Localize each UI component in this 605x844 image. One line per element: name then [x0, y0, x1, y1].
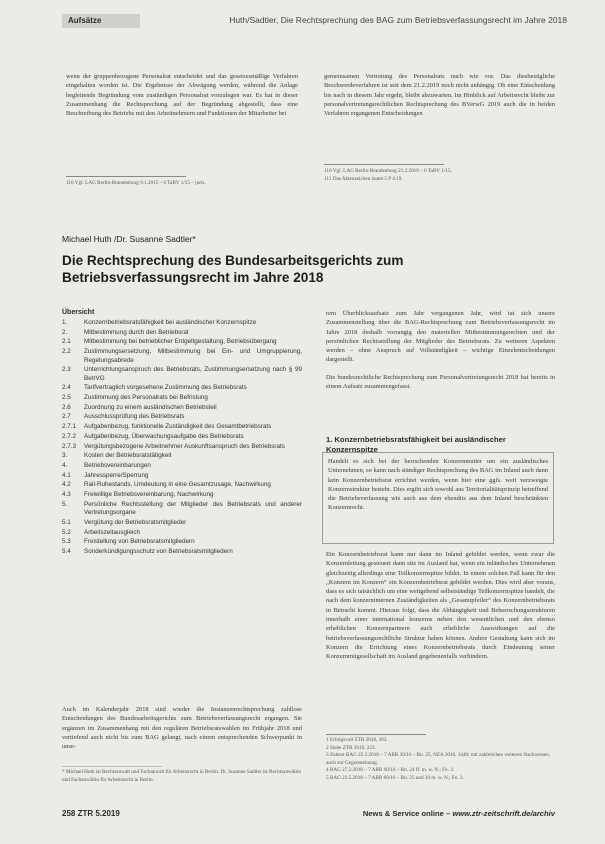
toc-item-text: Kosten der Betriebsratstätigkeit	[84, 452, 172, 460]
toc-item-text: Aufgabenbezug, funktionelle Zuständigkeit des Gesamtbetriebsrats	[84, 423, 272, 431]
intro-paragraph	[62, 705, 302, 751]
toc-item-number: 2.2	[62, 348, 71, 356]
toc-item	[62, 481, 302, 489]
toc-item	[62, 384, 302, 392]
toc-item-text: Rail-Ruhestands, Umdeutung in eine Gesamtzusage, Nachwirkung	[84, 481, 271, 489]
toc-item-number: 5.	[62, 500, 68, 508]
toc-item	[62, 319, 302, 327]
footnote: 1 Erfolgsvoll ZTR 2018, 303.	[326, 737, 388, 743]
table-of-contents	[62, 309, 302, 558]
page-header	[62, 12, 567, 30]
footnote-separator	[324, 164, 444, 165]
toc-item-number: 2.1	[62, 338, 71, 346]
toc-item	[62, 404, 302, 412]
toc-item-number: 4.2	[62, 481, 71, 489]
toc-item-text: Mitbestimmung durch den Betriebsrat	[84, 328, 189, 336]
toc-item-number: 2.	[62, 328, 68, 336]
toc-item-number: 2.5	[62, 394, 71, 402]
toc-item	[62, 329, 302, 337]
toc-item-text: Tarifvertraglich vorgesehene Zustimmung des Betriebsrats	[84, 384, 247, 392]
archive-url[interactable]: www.ztr-zeitschrift.de/archiv	[452, 809, 555, 818]
toc-item-number: 5.2	[62, 528, 71, 536]
toc-item-text: Vergütung der Betriebsratsmitglieder	[84, 518, 187, 526]
intro-text: Auch im Kalenderjahr 2018 sind wieder die Instanzenrechtsprechung zahllose Entscheidungen des Bundesarbeitsgerichts zum Betriebsverfassungsrecht ergangen. Sie ergänzen im Zusammenhang mit den regulären Betriebsratswahlen im Frühjahr 2018 und vertiefend auch nicht bis zum BAG gelangt, nach einem entsprechenden Schwerpunkt in unse-	[62, 706, 302, 751]
footnote: 4 BAG 27.2.2018 – 7 ABR 60/16 – Rn. 24 ff. m. w. N.; Fn. 3.	[326, 767, 455, 773]
toc-item-number: 4.1	[62, 471, 71, 479]
toc-item-number: 4.3	[62, 491, 71, 499]
footnote: 110 Vgl. LAG Berlin-Brandenburg 21.2.2019 – 6 TaBV 1/15.	[324, 168, 452, 174]
toc-item-number: 2.7.3	[62, 442, 77, 450]
page-footer	[62, 809, 555, 823]
section-paragraph: Ein Konzernbetriebsrat kann nur dann im Inland gebildet werden, wenn zwar die Konzernleitung gesteuert dann sitz im Ausland hat, wenn ein inländisches Unternehmen gleichzeitig allerdings eine Teilkonzernspitze bildet. In einem solchen Fall kann für den „Konzern im Konzern“ ein Konzernbetriebsrat gebildet werden. Dies wird aber voraus, dass es sich tatsächlich um eine weitgehend selbstständige Teilkonzernspitze handelt, die nach dem konzerninternen Zuständigkeiten als „Gesamtpfeiler“ des Konzernbetriebsrats in Betracht kommt. Hieraus folgt, dass die Abhängigkeit und Beherrschungsstrukturen innerhalb einer international konzerns neben den wesentlichen und den ebenso erheblichen Konzernpartnern auch erhebliche Auswirkungen auf die betriebsverfassungsrechtliche Struktur haben können. Andere Gestaltung kann sich im Konzern die Errichtung eines Konzernbetriebsrats durch Eindeutung seiner Konzernmitgesellschaft im Ausland gegebenenfalls verhindern.	[326, 551, 555, 661]
toc-item-number: 3.	[62, 452, 68, 460]
toc-item-text: Konzernbetriebsratsfähigkeit bei ausländischer Konzernspitze	[84, 319, 257, 326]
article-title: Die Rechtsprechung des Bundesarbeitsgerichts zum Betriebsverfassungsrecht im Jahre 2018	[62, 253, 404, 285]
toc-item-text: Freiwillige Betriebsvereinbarung, Nachwirkung	[84, 491, 214, 499]
toc-item	[62, 519, 302, 527]
toc-item-number: 4.	[62, 461, 68, 469]
toc-item-text: Arbeitszeitausgleich	[84, 528, 141, 536]
toc-item-number: 1.	[62, 319, 68, 326]
toc-list	[62, 319, 302, 556]
toc-item-text: Mitbestimmung bei betrieblicher Entgeltgestaltung, Betriebsübergang	[84, 338, 277, 346]
toc-item-number: 2.3	[62, 366, 71, 374]
running-title: Huth/Sadtler, Die Rechtsprechung des BAG zum Betriebsverfassungsrecht im Jahre 2018	[229, 15, 567, 25]
right-footnotes	[326, 737, 555, 782]
toc-heading: Übersicht	[62, 309, 95, 316]
toc-item	[62, 338, 302, 346]
author-note-separator	[62, 766, 162, 767]
section-body	[326, 550, 555, 662]
toc-item	[62, 491, 302, 499]
summary-text: Handelt es sich bei der herrschenden Konzernmutter um ein ausländisches Unternehmen, so kann nach ständiger Rechtsprechung des BAG im Inland auch dann kein Konzernbetriebsrat errichtet werden, wenn hier eine ggfs. weit verzweigte Konzernstruktur besteht. Dies ergibt sich sowohl aus Territorialitätsprinzip betreffend die Betriebsverfassung wie auch aus dem ebendiis aus dem Inland beschränkten Konzernrecht.	[328, 458, 548, 512]
toc-item-number: 5.4	[62, 547, 71, 555]
toc-item	[62, 548, 302, 556]
summary-box	[322, 452, 554, 544]
toc-item-number: 2.7	[62, 413, 71, 421]
toc-item-text: Aufgabenbezug, Überwachungsaufgabe des Betriebsrats	[84, 432, 244, 440]
right-intro-column	[326, 309, 555, 391]
top-left-footnote: 110 Vgl. LAG Berlin-Brandenburg 9.1.2015 – 6 TaBV 1/15 – juris.	[66, 180, 206, 186]
toc-item-text: Unterrichtungsanspruch des Betriebsrats, Zustimmungsersetzung nach § 99 BetrVG	[84, 366, 302, 382]
toc-item	[62, 443, 302, 451]
toc-item-number: 2.7.1	[62, 423, 77, 431]
toc-item-text: Ausschlussprüfung des Betriebsrats	[84, 413, 185, 421]
top-left-column	[66, 72, 298, 118]
right-intro-paragraph-2: Die bundesrechtliche Rechtsprechung zum Personalvertretungsrecht 2018 hat bereits in einem Aufsatz zusammengefasst.	[326, 373, 555, 391]
toc-item-text: Zuordnung zu einem ausländischen Betriebsteil	[84, 403, 217, 411]
toc-item-number: 2.6	[62, 403, 71, 411]
toc-item-number: 5.1	[62, 518, 71, 526]
article-authors: Michael Huth /Dr. Susanne Sadtler*	[62, 234, 196, 244]
toc-item	[62, 501, 302, 518]
section-heading: 1. Konzernbetriebsratsfähigkeit bei ausländischer Konzernspitze	[326, 435, 506, 454]
author-note: * Michael Huth ist Rechtsanwalt und Fachanwalt für Arbeitsrecht in Berlin. Dr. Susanne Sadtler ist Rechtsanwältin und Fachanwältin für Arbeitsrecht in Berlin.	[62, 769, 302, 783]
footnote: 3 Zuletzt BAG 22.3.2018 – 7 ABR 30/16 – Rn. 25, NZA 2018, 1440; mit zahlreichen weiteren Nachweisen, auch zur Gegenmeinung.	[326, 752, 551, 766]
footnote: 111 Das Aktenzeichen lautet 5 P 4.19.	[324, 175, 403, 182]
toc-item-number: 2.4	[62, 384, 71, 392]
toc-item-text: Jahressperre/Sperrung	[84, 471, 149, 479]
toc-item	[62, 472, 302, 480]
toc-item-number: 5.3	[62, 538, 71, 546]
toc-item	[62, 462, 302, 470]
toc-item-number: 2.7.2	[62, 432, 77, 440]
toc-item-text: Vergütungsbezogene Arbeitnehmer Auskunftsanspruch des Betriebsrats	[84, 442, 285, 450]
toc-item-text: Freistellung von Betriebsratsmitgliedern	[84, 538, 195, 546]
top-right-footnotes	[324, 168, 555, 183]
top-left-paragraph: wenn der gruppenbezogene Personalrat entscheidet und das gesetzesmäßige Verfahren eingehalten worden ist. Die Ergebnisse der Abwägung werden, während die Anlage begleitende Begründung vom zuständigen Personalrat vorzulegen war. Es hat in dieser Zusammenhang die Rechtsprechung auf der Begründung abgestellt, dass eine Beschreibung des Betriebs mit den Arbeitnehmern und Funktionen der Mitarbeiter bei	[66, 73, 298, 118]
toc-item	[62, 538, 302, 546]
toc-item	[62, 348, 302, 365]
toc-item	[62, 366, 302, 383]
toc-item	[62, 529, 302, 537]
footnote: 5 BAG 23.5.2018 – 7 ABR 60/16 – Rn. 25 und 30 m. w. N.; Fn. 3.	[326, 774, 464, 781]
toc-item-text: Sonderkündigungsschutz von Betriebsratsmitgliedern	[84, 547, 233, 555]
top-right-paragraph: gemeinsamen Vertretung des Personalrats nach wie vor. Das diesbezügliche Beschwerdeverfahren ist seit dem 21.2.2019 noch nicht anhängig. Ob eine Entscheidung bis nach in diesem Jahr ergeht, bleibt abzuwarten. Im Hinblick auf Arbeitsrecht bleibt zur personalvertretungsrechtlichen Rechtsprechung des BVerwG 2019 auch die in beiden Verfahren ergangenen Entscheidungen	[324, 73, 555, 118]
section-badge: Aufsätze	[62, 14, 140, 28]
toc-item-text: Betriebsvereinbarungen	[84, 461, 151, 469]
top-right-column	[324, 72, 555, 118]
toc-item-text: Persönliche Rechtsstellung der Mitglieder des Betriebsrats und anderer Vertretungsorgane	[84, 500, 302, 517]
toc-item	[62, 452, 302, 460]
toc-item	[62, 413, 302, 421]
page-number-issue: 258 ZTR 5.2019	[62, 809, 120, 818]
toc-item	[62, 423, 302, 431]
toc-item	[62, 394, 302, 402]
footnote: 2 Siehe ZTR 2019, 223.	[326, 744, 376, 751]
footer-archive-link[interactable]	[363, 809, 555, 818]
footnote-separator	[66, 176, 186, 177]
footnote-separator	[326, 734, 426, 735]
footer-prefix: News & Service online –	[362, 809, 453, 818]
toc-item	[62, 433, 302, 441]
right-intro-paragraph-1: rem Überblicksaufsatz zum Jahr vergangenen Jahr, wird tat sich unsere Zusammenstellung über die BAG-Rechtsprechung zum Betriebsverfassungsrecht im Jahre 2018 deshalb vorrangig den materiellen Mitbestimmungsrechten und der persönlichen Rechtsstellung der Mitglieder des Betriebsrats. Zu weiteren Aspekten werden – ohne Anspruch auf Vollständigkeit – wichtige Einzelentscheidungen dargestellt.	[326, 310, 555, 364]
toc-item-text: Zustimmung des Personalrats bei Befristung	[84, 394, 208, 402]
toc-item-text: Zustimmungsersetzung, Mitbestimmung bei Ein- und Umgruppierung, Regelungsabrede	[84, 348, 302, 364]
